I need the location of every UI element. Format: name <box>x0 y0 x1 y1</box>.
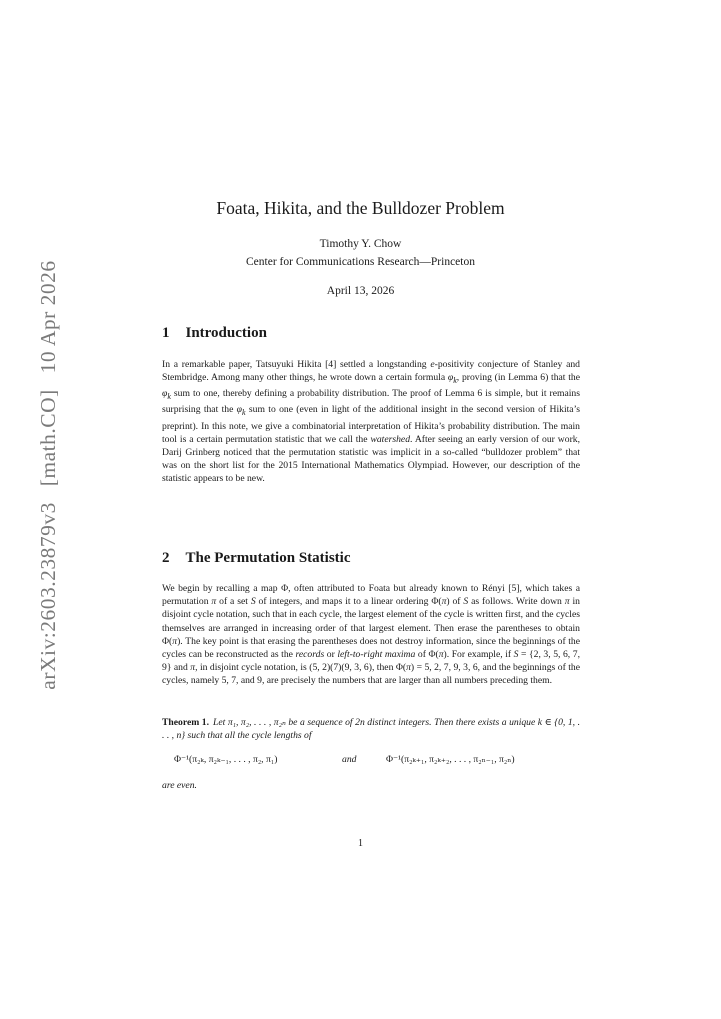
arxiv-id: arXiv:2603.23879v3 <box>36 502 60 690</box>
section-2-title: The Permutation Statistic <box>185 550 351 566</box>
arxiv-stamp <box>36 250 61 689</box>
display-lhs: Φ⁻¹(π₂ₖ, π₂ₖ₋₁, . . . , π₂, π₁) <box>174 754 278 765</box>
page-number: 1 <box>358 838 363 849</box>
section-1-heading <box>162 325 267 342</box>
display-rhs: Φ⁻¹(π₂ₖ₊₁, π₂ₖ₊₂, . . . , π₂ₙ₋₁, π₂ₙ) <box>386 754 515 765</box>
section-2-heading <box>162 550 350 567</box>
theorem-1 <box>162 716 580 742</box>
paper-date: April 13, 2026 <box>326 285 395 297</box>
section-2-number: 2 <box>162 550 170 566</box>
arxiv-category: [math.CO] <box>36 389 60 487</box>
section-1-body <box>162 358 580 486</box>
section-1-number: 1 <box>162 325 170 341</box>
paper-affiliation: Center for Communications Research—Princeton <box>246 256 475 268</box>
section-1-paragraph: In a remarkable paper, Tatsuyuki Hikita [4] settled a longstanding e-positivity conjecture of Stanley and Stembridge. Among many other things, he wrote down a certain formula $\varphi_k$, proving (in Lemma 6) that the $\varphi_k$ sum to one, thereby defining a probability distribution. The proof of Lemma 6 is simple, but it remains surprising that the $\varphi_k$ sum to one (even in light of the additional insight in the second version of Hikita’s preprint). In this note, we give a combinatorial interpretation of Hikita’s probability distribution. The main tool is a certain permutation statistic that we call the watershed. After seeing an early version of our work, Darij Grinberg noticed that the permutation statistic was implicit in a so-called “bulldozer problem” that was on the short list for the 2015 International Mathematics Olympiad. However, our description of the statistic appears to be new. <box>162 359 580 485</box>
display-and: and <box>342 754 357 765</box>
theorem-label: Theorem 1. <box>162 717 209 728</box>
paper-author: Timothy Y. Chow <box>319 238 402 250</box>
theorem-conclusion: are even. <box>162 780 197 791</box>
paper-title: Foata, Hikita, and the Bulldozer Problem <box>216 198 505 218</box>
section-1-title: Introduction <box>185 325 267 341</box>
section-2-paragraph: We begin by recalling a map Φ, often attributed to Foata but already known to Rényi [5], which takes a permutation π of a set S of integers, and maps it to a linear ordering Φ(π) of S as follows. Write down π in disjoint cycle notation, such that in each cycle, the largest element of the cycle is written first, and the cycles themselves are arranged in increasing order of that largest element. Then erase the parentheses to obtain Φ(π). The key point is that erasing the parentheses does not destroy information, since the beginnings of the cycles can be reconstructed as the records or left-to-right maxima of Φ(π). For example, if S = {2, 3, 5, 6, 7, 9} and π, in disjoint cycle notation, is (5, 2)(7)(9, 3, 6), then Φ(π) = 5, 2, 7, 9, 3, 6, and the beginnings of the cycles, namely 5, 7, and 9, are precisely the numbers that are larger than all numbers preceding them. <box>162 583 580 687</box>
section-2-body <box>162 582 580 688</box>
arxiv-date: 10 Apr 2026 <box>36 260 60 374</box>
theorem-statement: Let π₁, π₂, . . . , π₂ₙ be a sequence of 2n distinct integers. Then there exists a unique k ∈ {0, 1, . . . , n} such that all the cycle lengths of <box>162 717 581 742</box>
